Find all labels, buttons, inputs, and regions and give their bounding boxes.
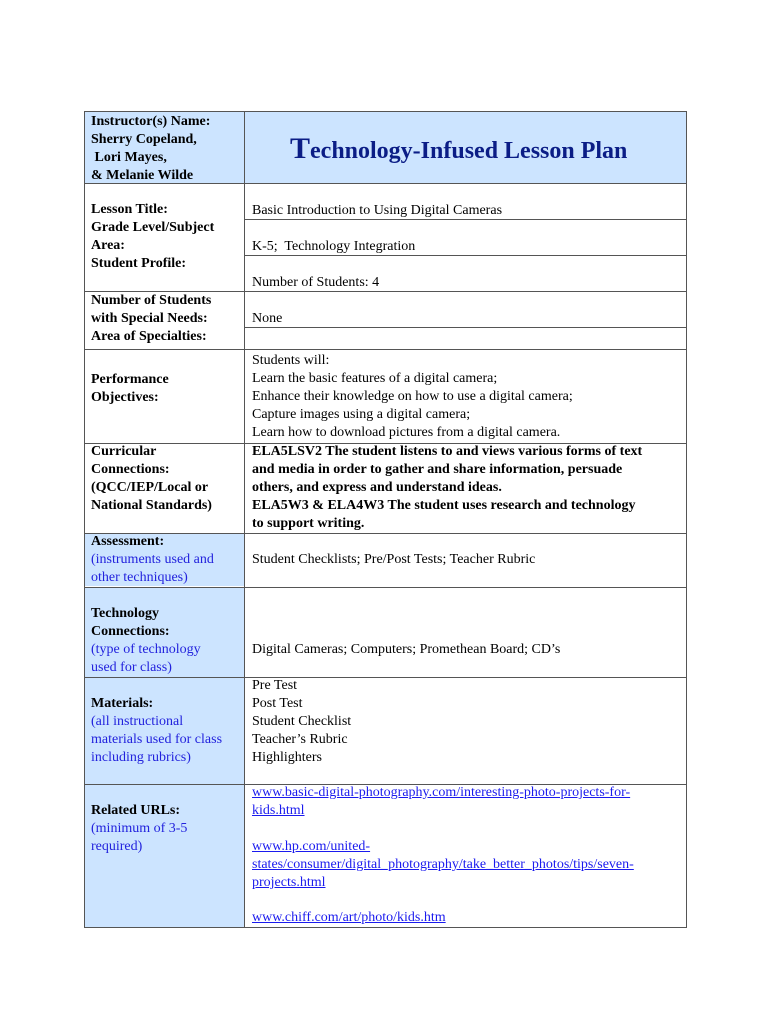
objectives-list (252, 352, 573, 442)
list-item: and media in order to gather and share information, persuade (252, 462, 623, 477)
list-item: Post Test (252, 696, 303, 711)
list-item: to support writing. (252, 516, 365, 531)
label-text: Connections: (91, 624, 170, 639)
label-note: (type of technology (91, 642, 201, 657)
label-note: materials used for class (91, 732, 223, 747)
label-note: other techniques) (91, 570, 188, 585)
label-text: (QCC/IEP/Local or (91, 480, 209, 495)
special-needs-value: None (252, 311, 283, 326)
grade-level-value: K-5; Technology Integration (252, 239, 416, 254)
label-note: (all instructional (91, 714, 184, 729)
label-text: Lesson Title: (91, 202, 168, 217)
label-text: Grade Level/Subject (91, 220, 215, 235)
label-text: Curricular (91, 444, 157, 459)
list-item: Highlighters (252, 750, 322, 765)
label-text: Number of Students (91, 293, 212, 308)
list-item: Capture images using a digital camera; (252, 407, 471, 422)
materials-label (91, 695, 222, 767)
title-rest: echnology-Infused Lesson Plan (310, 138, 628, 164)
list-item: others, and express and understand ideas. (252, 480, 502, 495)
assessment-label (91, 533, 214, 587)
instructors-label: Instructor(s) Name: (91, 114, 211, 129)
label-text: Materials: (91, 696, 154, 711)
url-text[interactable]: www.hp.com/united- (252, 839, 371, 854)
url-text[interactable]: www.basic-digital-photography.com/interesting-photo-projects-for- (252, 785, 631, 800)
performance-label (91, 371, 169, 407)
list-item: ELA5W3 & ELA4W3 The student uses research and technology (252, 498, 636, 513)
url-link-3[interactable]: www.chiff.com/art/photo/kids.htm (252, 910, 446, 925)
list-item: Students will: (252, 353, 330, 368)
special-needs-label (91, 292, 211, 346)
instructor-name: Lori Mayes, (91, 150, 167, 165)
label-text: Performance (91, 372, 169, 387)
label-text: National Standards) (91, 498, 212, 513)
list-item: Enhance their knowledge on how to use a digital camera; (252, 389, 573, 404)
list-item: Teacher’s Rubric (252, 732, 348, 747)
technology-value: Digital Cameras; Computers; Promethean Board; CD’s (252, 642, 561, 657)
label-note: required) (91, 839, 143, 854)
label-text: Area of Specialties: (91, 329, 207, 344)
label-note: (instruments used and (91, 552, 214, 567)
list-item: Student Checklist (252, 714, 352, 729)
assessment-value: Student Checklists; Pre/Post Tests; Teacher Rubric (252, 552, 536, 567)
url-text[interactable]: kids.html (252, 803, 305, 818)
label-note: (minimum of 3-5 (91, 821, 188, 836)
lesson-title-label (91, 201, 214, 273)
instructor-name: & Melanie Wilde (91, 168, 194, 183)
student-profile-value: Number of Students: 4 (252, 275, 380, 290)
url-text[interactable]: states/consumer/digital_photography/take_better_photos/tips/seven- (252, 857, 634, 872)
url-link-1[interactable] (252, 784, 630, 820)
page-title (290, 132, 627, 166)
label-text: Connections: (91, 462, 170, 477)
technology-label (91, 605, 201, 677)
list-item: Learn how to download pictures from a digital camera. (252, 425, 561, 440)
materials-list (252, 677, 351, 767)
list-item: Pre Test (252, 678, 298, 693)
label-text: Area: (91, 238, 125, 253)
instructors-block (91, 113, 241, 185)
standards-list (252, 443, 642, 533)
label-note: used for class) (91, 660, 172, 675)
title-initial: T (290, 132, 311, 165)
lesson-title-value: Basic Introduction to Using Digital Cameras (252, 203, 503, 218)
list-item: ELA5LSV2 The student listens to and views various forms of text (252, 444, 643, 459)
list-item: Learn the basic features of a digital camera; (252, 371, 498, 386)
instructor-name: Sherry Copeland, (91, 132, 197, 147)
curricular-label (91, 443, 212, 515)
label-text: Assessment: (91, 534, 165, 549)
urls-label (91, 802, 187, 856)
label-text: Related URLs: (91, 803, 181, 818)
url-text[interactable]: projects.html (252, 875, 326, 890)
url-link-2[interactable] (252, 838, 634, 892)
label-note: including rubrics) (91, 750, 191, 765)
label-text: Student Profile: (91, 256, 187, 271)
label-text: Technology (91, 606, 159, 621)
label-text: Objectives: (91, 390, 159, 405)
label-text: with Special Needs: (91, 311, 208, 326)
